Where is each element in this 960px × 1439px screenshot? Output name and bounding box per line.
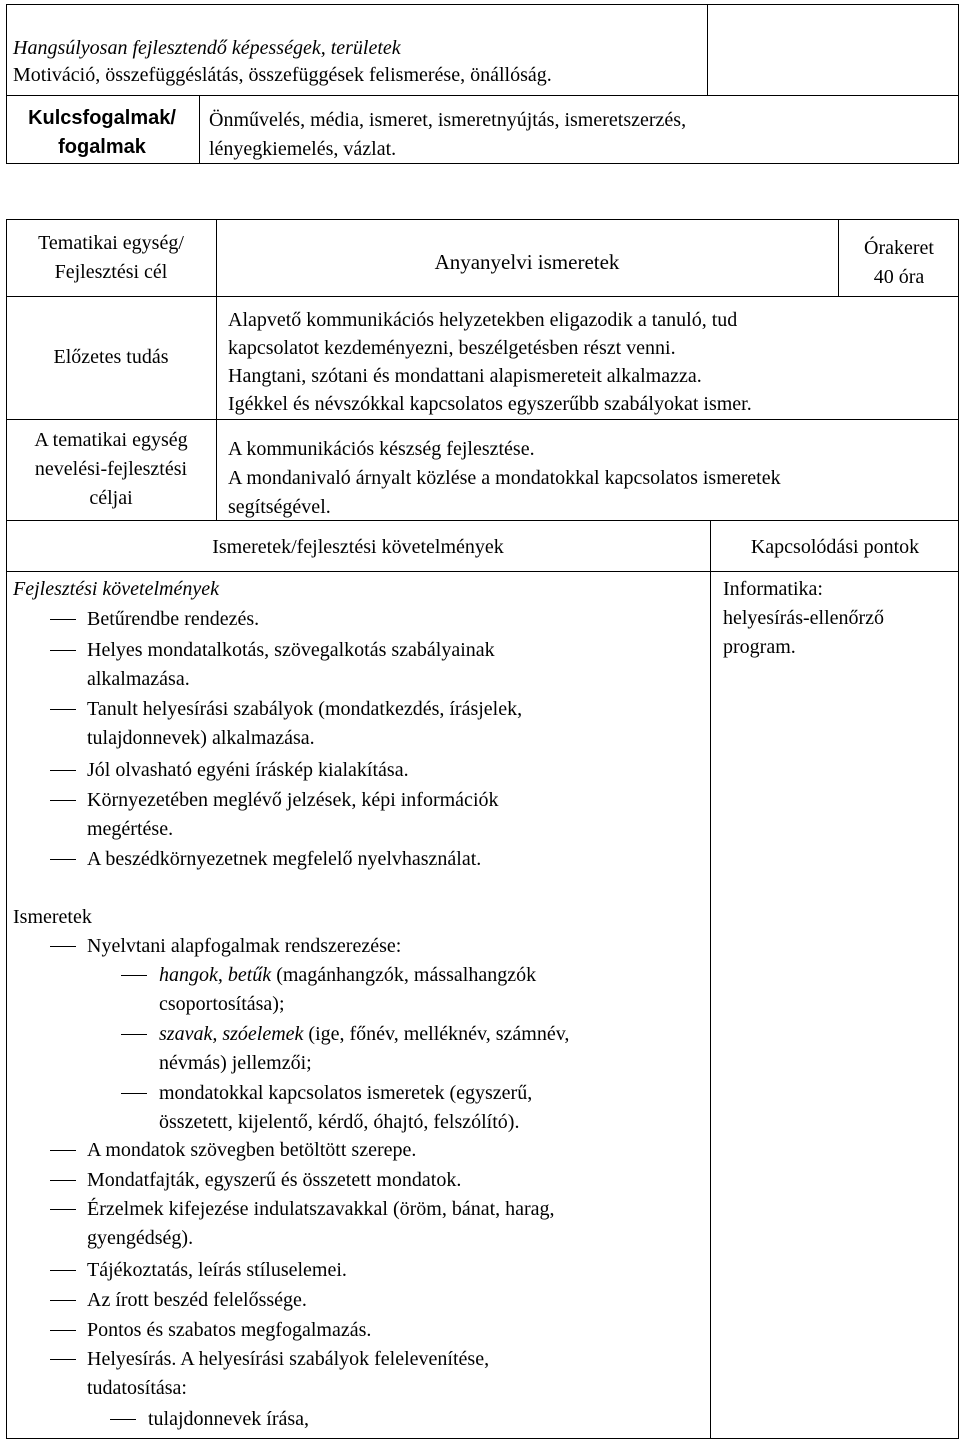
dash-marker xyxy=(50,1150,76,1151)
dash-marker xyxy=(50,800,76,801)
list-item-text: A mondatok szövegben betöltött szerepe. xyxy=(87,1139,417,1161)
unit-title: Anyanyelvi ismeretek xyxy=(434,250,620,274)
dash-marker xyxy=(50,1330,76,1331)
dash-marker xyxy=(110,1419,136,1420)
dash-marker xyxy=(50,859,76,860)
list-item-text: Mondatfajták, egyszerű és összetett mondatok. xyxy=(87,1169,462,1191)
keywords-text-line1: Önművelés, média, ismeret, ismeretnyújtás, ismeretszerzés, xyxy=(209,109,687,131)
dash-marker xyxy=(50,619,76,620)
dash-marker xyxy=(50,1270,76,1271)
keywords-label xyxy=(7,104,197,162)
dash-marker xyxy=(50,709,76,710)
sub-list-item-text xyxy=(159,961,699,1019)
dash-marker xyxy=(121,975,147,976)
prior-row-divider xyxy=(6,419,959,420)
unit-label-divider xyxy=(216,219,217,521)
links-header: Kapcsolódási pontok xyxy=(750,536,920,558)
hours-value: 40 óra xyxy=(873,266,925,288)
hours-label: Órakeret xyxy=(864,237,934,259)
keywords-text xyxy=(209,106,949,164)
links-column-divider xyxy=(710,520,711,1439)
emphasis-divider xyxy=(6,95,959,96)
list-item-text: Tanult helyesírási szabályok (mondatkezdés, írásjelek, tulajdonnevek) alkalmazása. xyxy=(87,698,523,749)
goals-text xyxy=(228,435,953,522)
list-item-text: Pontos és szabatos megfogalmazás. xyxy=(87,1319,372,1341)
dash-marker xyxy=(50,1359,76,1360)
list-item-text: Környezetében meglévő jelzések, képi információk megértése. xyxy=(87,789,499,840)
sub-item-rest: (ige, főnév, melléknév, számnév, xyxy=(303,1023,570,1045)
prior-line: kapcsolatot kezdeményezni, beszélgetésben részt venni. xyxy=(228,337,676,359)
list-item-text: Jól olvasható egyéni íráskép kialakítása. xyxy=(87,759,409,781)
list-item-text: Betűrendbe rendezés. xyxy=(87,608,260,630)
links-text xyxy=(723,575,955,662)
unit-label-line1: Tematikai egység/ xyxy=(38,232,184,254)
goals-label-line2: nevelési-fejlesztési xyxy=(34,458,188,480)
prior-text xyxy=(228,306,953,418)
goals-line: A mondanivaló árnyalt közlése a mondatokkal kapcsolatos ismeretek xyxy=(228,467,781,489)
dash-marker xyxy=(50,650,76,651)
sub-item-italic: hangok, betűk xyxy=(159,964,272,986)
unit-label-line2: Fejlesztési cél xyxy=(54,261,168,283)
sub-item-rest: mondatokkal kapcsolatos ismeretek (egyszerű, xyxy=(159,1082,533,1104)
list-item-text: Helyes mondatalkotás, szövegalkotás szabályainak alkalmazása. xyxy=(87,639,495,690)
keywords-label-line1: Kulcsfogalmak/ xyxy=(28,107,176,129)
dash-marker xyxy=(50,770,76,771)
list-item-text: Az írott beszéd felelőssége. xyxy=(87,1289,307,1311)
dev-heading: Fejlesztési követelmények xyxy=(13,578,219,600)
goals-line: segítségével. xyxy=(228,496,331,518)
keywords-label-line2: fogalmak xyxy=(58,136,146,158)
dash-marker xyxy=(50,1300,76,1301)
prior-line: Alapvető kommunikációs helyzetekben eligazodik a tanuló, tud xyxy=(228,309,738,331)
unit-label xyxy=(7,229,215,287)
prior-line: Hangtani, szótani és mondattani alapismereteit alkalmazza. xyxy=(228,365,702,387)
links-line: Informatika: xyxy=(723,578,823,600)
requirements-header: Ismeretek/fejlesztési követelmények xyxy=(212,536,504,558)
emphasis-right-divider xyxy=(707,4,708,96)
dash-marker xyxy=(121,1034,147,1035)
list-item-text: Nyelvtani alapfogalmak rendszerezése: xyxy=(87,935,402,957)
emphasis-title: Hangsúlyosan fejlesztendő képességek, területek xyxy=(13,37,401,59)
prior-label: Előzetes tudás xyxy=(53,346,169,368)
unit-row-divider xyxy=(6,296,959,297)
knowledge-heading: Ismeretek xyxy=(13,906,92,928)
prior-line: Igékkel és névszókkal kapcsolatos egyszerűbb szabályokat ismer. xyxy=(228,393,752,415)
sub-item-rest: (magánhangzók, mássalhangzók xyxy=(271,964,537,986)
dash-marker xyxy=(50,1180,76,1181)
sub-list-item-text xyxy=(159,1020,699,1078)
dash-marker xyxy=(121,1093,147,1094)
sub-item-line2: csoportosítása); xyxy=(159,993,285,1015)
sub-list-item-text xyxy=(159,1079,699,1137)
goals-label-line3: céljai xyxy=(89,487,133,509)
list-item-text: Helyesírás. A helyesírási szabályok felelevenítése, tudatosítása: xyxy=(87,1348,490,1399)
links-line: program. xyxy=(723,636,796,658)
goals-line: A kommunikációs készség fejlesztése. xyxy=(228,438,535,460)
dash-marker xyxy=(50,946,76,947)
keywords-divider xyxy=(199,95,200,164)
goals-label xyxy=(7,426,215,513)
goals-label-line1: A tematikai egység xyxy=(34,429,188,451)
sub-list-item-text: tulajdonnevek írása, xyxy=(148,1408,310,1430)
sub-item-line2: összetett, kijelentő, kérdő, óhajtó, felszólító). xyxy=(159,1111,520,1133)
list-item-text: Tájékoztatás, leírás stíluselemei. xyxy=(87,1259,347,1281)
list-item-text: Érzelmek kifejezése indulatszavakkal (öröm, bánat, harag, gyengédség). xyxy=(87,1198,555,1249)
hours-box xyxy=(839,234,959,292)
sub-item-italic: szavak, szóelemek xyxy=(159,1023,304,1045)
sub-item-line2: névmás) jellemzői; xyxy=(159,1052,312,1074)
emphasis-text: Motiváció, összefüggéslátás, összefüggések felismerése, önállóság. xyxy=(13,64,552,86)
list-item-text: A beszédkörnyezetnek megfelelő nyelvhasználat. xyxy=(87,848,482,870)
dash-marker xyxy=(50,1209,76,1210)
keywords-text-line2: lényegkiemelés, vázlat. xyxy=(209,138,397,160)
links-line: helyesírás-ellenőrző xyxy=(723,607,885,629)
requirements-header-divider xyxy=(6,571,959,572)
